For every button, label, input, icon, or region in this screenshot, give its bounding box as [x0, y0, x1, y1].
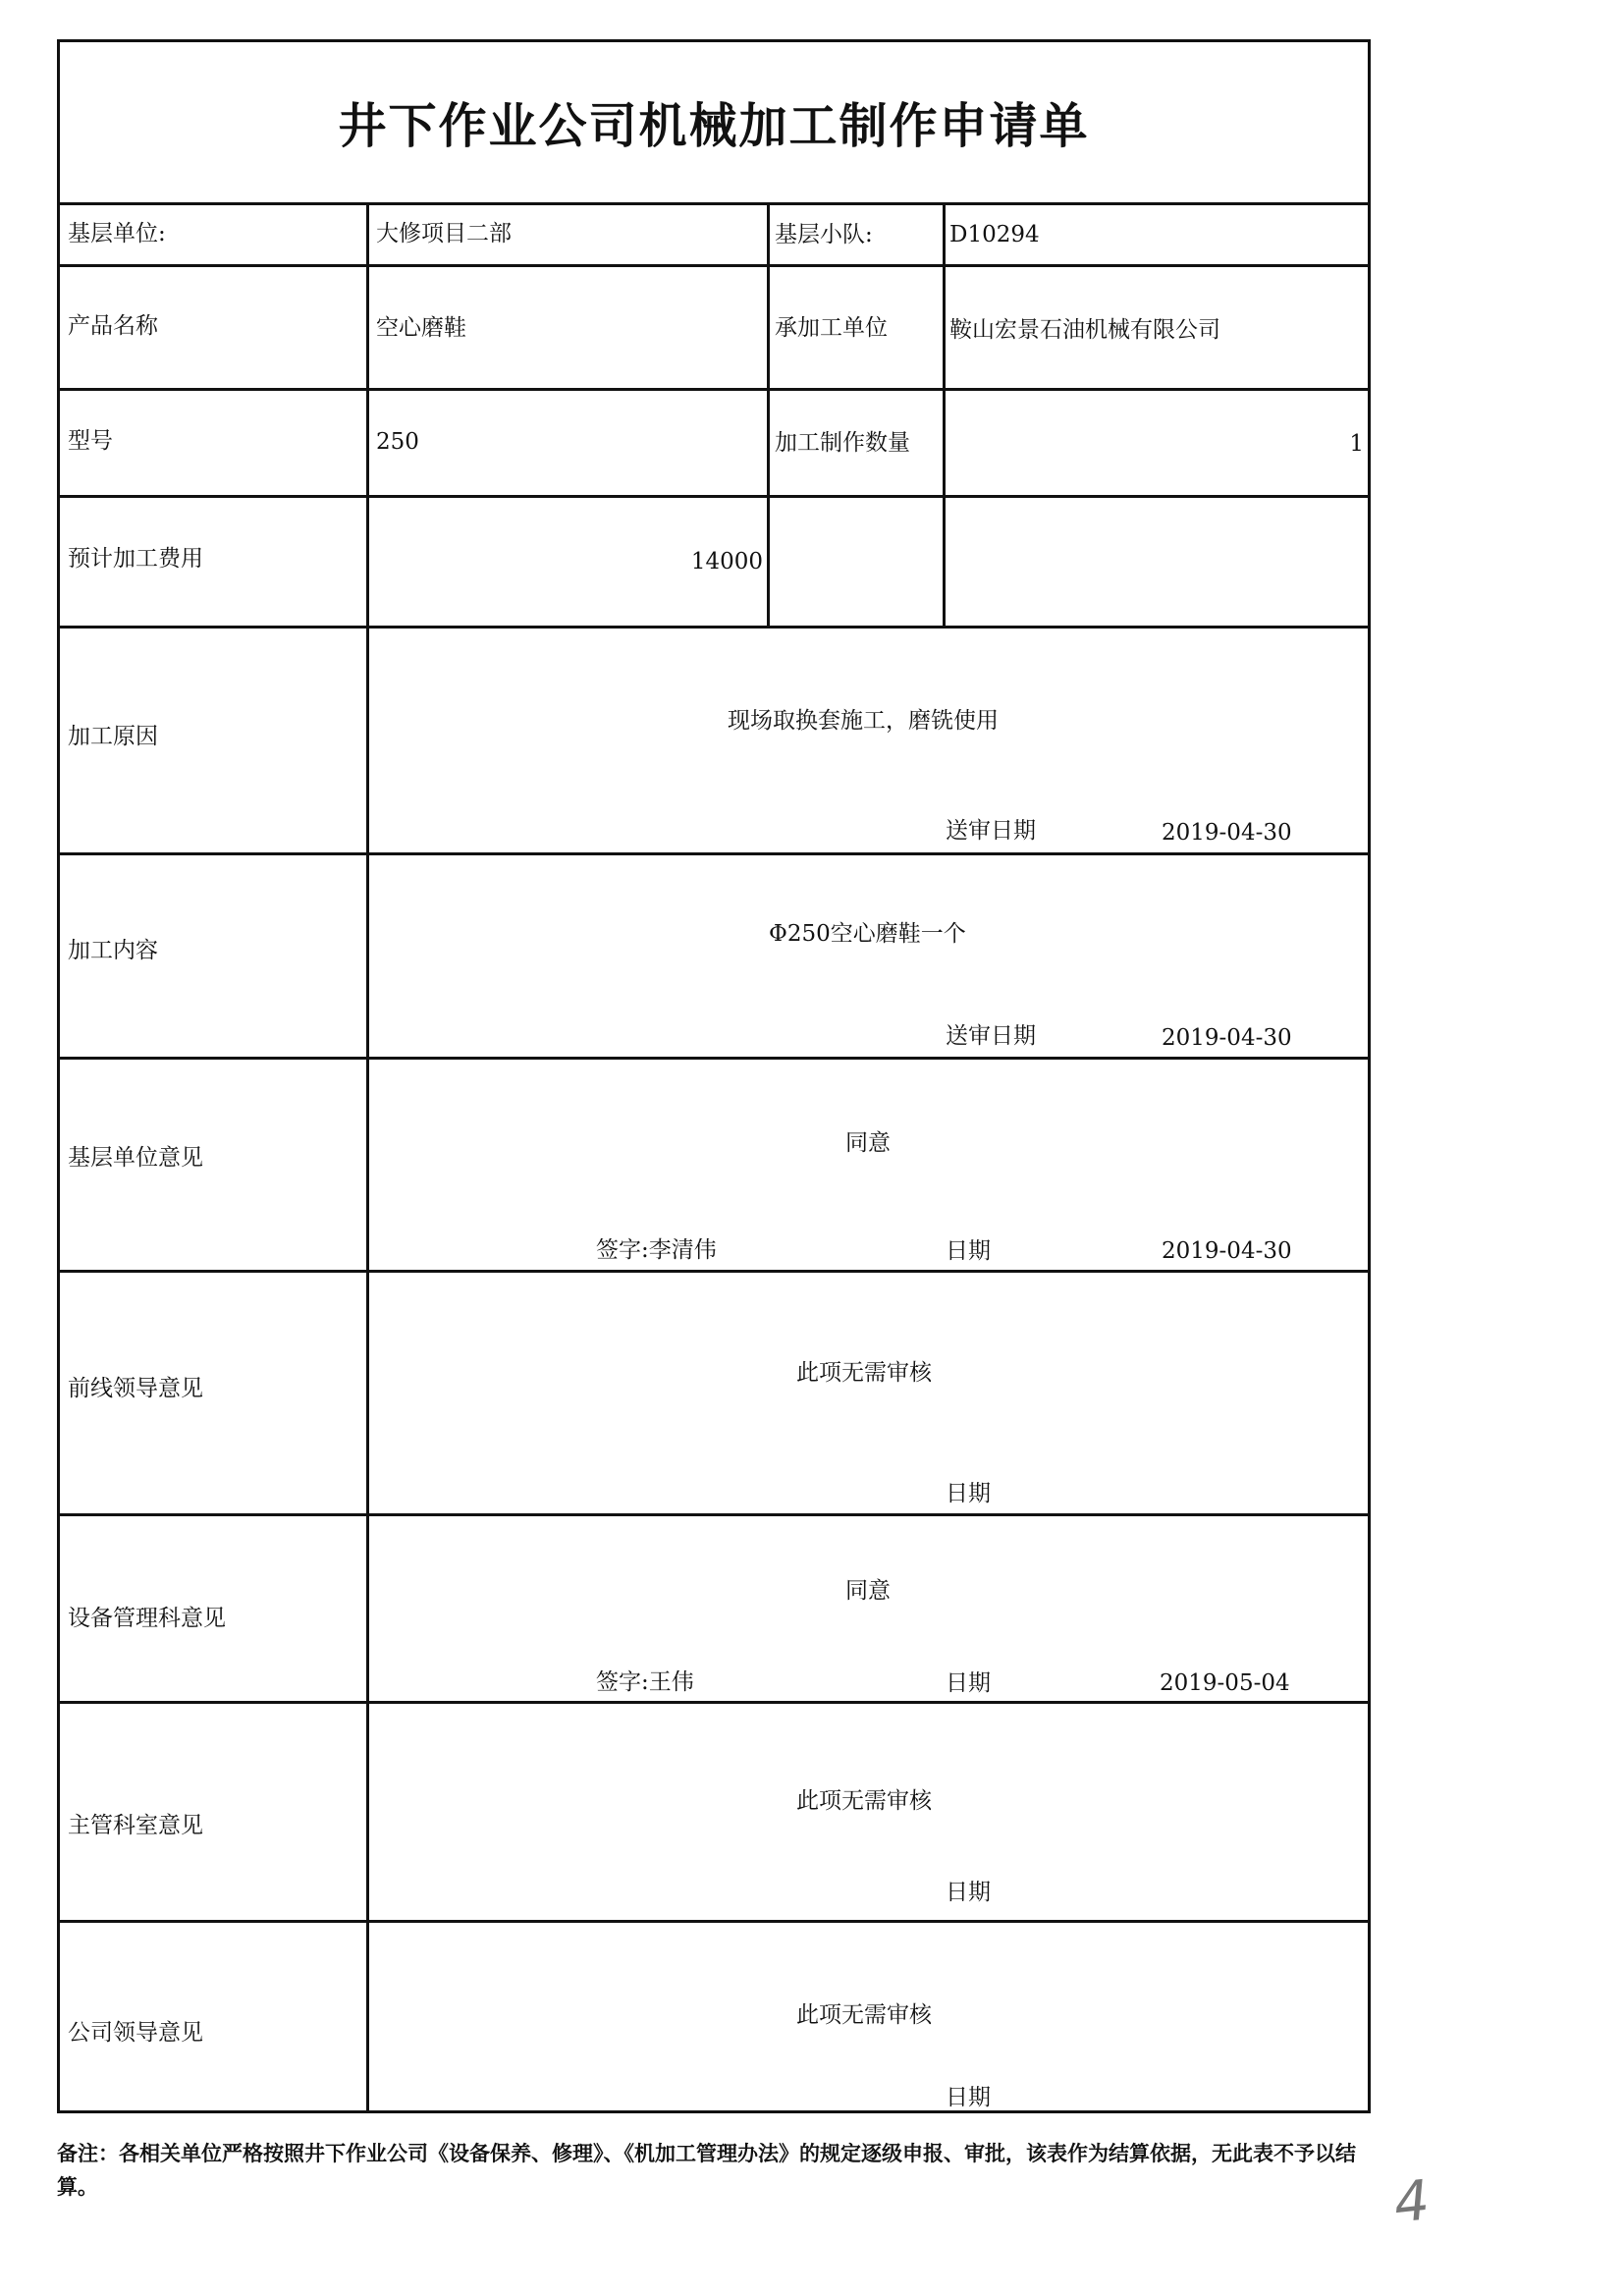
reason-date: 2019-04-30 — [1162, 820, 1292, 846]
cost-label: 预计加工费用 — [68, 546, 203, 572]
form-title: 井下作业公司机械加工制作申请单 — [60, 42, 1368, 205]
team-label: 基层小队: — [775, 222, 873, 247]
page-number-handwritten: 4 — [1390, 2168, 1433, 2236]
reason-label: 加工原因 — [68, 724, 158, 749]
company-opinion-label: 公司领导意见 — [68, 2020, 203, 2046]
row-divider — [60, 1701, 1368, 1704]
equipment-opinion-date-label: 日期 — [946, 1670, 991, 1696]
frontline-opinion-date-label: 日期 — [946, 1481, 991, 1506]
footnote: 备注：各相关单位严格按照井下作业公司《设备保养、修理》、《机加工管理办法》的规定逐级申报、审批，该表作为结算依据，无此表不予以结算。 — [57, 2142, 1356, 2199]
unit-opinion-content: 同意 — [845, 1130, 891, 1156]
product-value: 空心磨鞋 — [376, 315, 466, 341]
dept-opinion-date-label: 日期 — [946, 1880, 991, 1905]
unit-label: 基层单位: — [68, 221, 166, 246]
quantity-label: 加工制作数量 — [775, 430, 910, 456]
company-opinion-content: 此项无需审核 — [796, 2002, 932, 2028]
row-divider — [60, 1057, 1368, 1060]
equipment-opinion-date: 2019-05-04 — [1160, 1670, 1290, 1696]
row-divider — [60, 626, 1368, 629]
model-value: 250 — [376, 429, 419, 455]
contractor-value: 鞍山宏景石油机械有限公司 — [949, 317, 1220, 343]
row-divider — [60, 852, 1368, 855]
unit-value: 大修项目二部 — [376, 221, 512, 246]
dept-opinion-label: 主管科室意见 — [68, 1813, 203, 1838]
product-label: 产品名称 — [68, 313, 158, 339]
content-date: 2019-04-30 — [1162, 1025, 1292, 1051]
reason-date-label: 送审日期 — [946, 818, 1036, 844]
col-divider — [366, 202, 369, 2113]
row-divider — [60, 495, 1368, 498]
content-content: Φ250空心磨鞋一个 — [769, 921, 966, 947]
application-form — [57, 39, 1371, 2113]
quantity-value: 1 — [1349, 431, 1364, 457]
team-value: D10294 — [949, 222, 1040, 247]
row-divider — [60, 1920, 1368, 1923]
row-divider — [60, 264, 1368, 267]
frontline-opinion-label: 前线领导意见 — [68, 1376, 203, 1401]
contractor-label: 承加工单位 — [775, 315, 888, 341]
unit-opinion-date-label: 日期 — [946, 1238, 991, 1264]
equipment-opinion-content: 同意 — [845, 1578, 891, 1604]
frontline-opinion-content: 此项无需审核 — [796, 1360, 932, 1386]
equipment-opinion-label: 设备管理科意见 — [68, 1606, 226, 1631]
cost-value: 14000 — [690, 549, 763, 574]
unit-opinion-sign: 签字:李清伟 — [596, 1237, 717, 1263]
col-divider — [943, 202, 946, 626]
unit-opinion-label: 基层单位意见 — [68, 1145, 203, 1171]
col-divider — [767, 202, 770, 626]
equipment-opinion-sign: 签字:王伟 — [596, 1669, 694, 1695]
company-opinion-date-label: 日期 — [946, 2085, 991, 2110]
content-label: 加工内容 — [68, 938, 158, 963]
row-divider — [60, 1270, 1368, 1273]
content-date-label: 送审日期 — [946, 1023, 1036, 1049]
row-divider — [60, 388, 1368, 391]
row-divider — [60, 1513, 1368, 1516]
unit-opinion-date: 2019-04-30 — [1162, 1238, 1292, 1264]
dept-opinion-content: 此项无需审核 — [796, 1788, 932, 1814]
model-label: 型号 — [68, 428, 113, 454]
reason-content: 现场取换套施工，磨铣使用 — [728, 708, 999, 734]
